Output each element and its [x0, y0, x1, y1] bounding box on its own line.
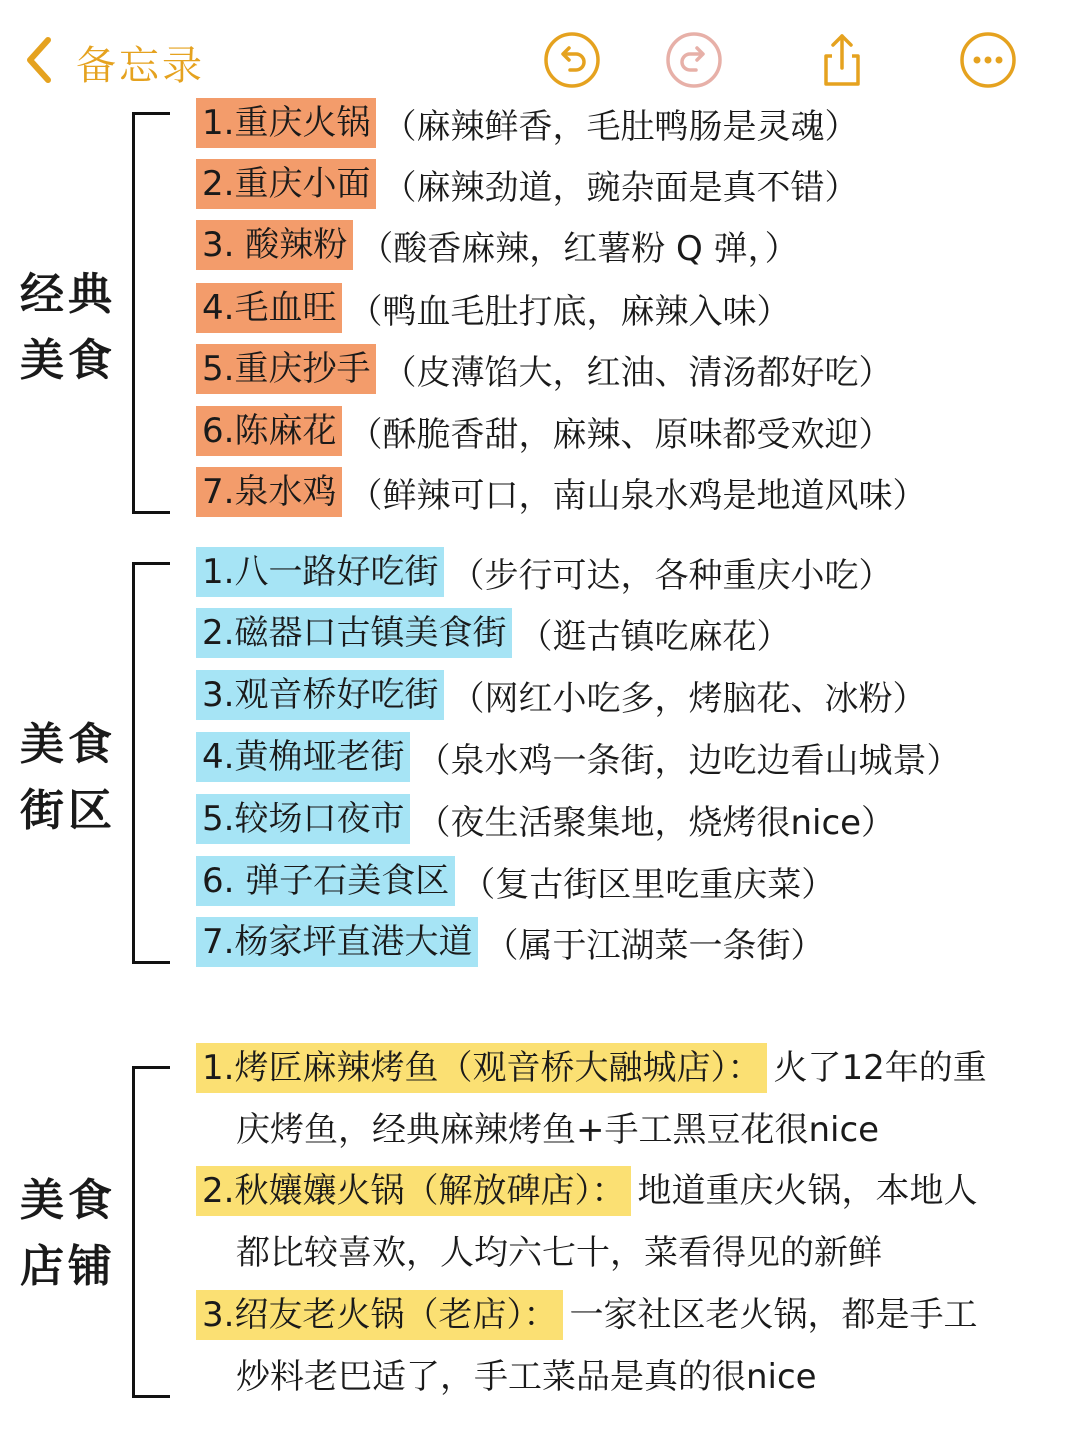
chevron-left-icon	[18, 30, 62, 94]
item-name: 4.黄桷垭老街	[196, 732, 410, 782]
item-desc-continued: 炒料老巴适了，手工菜品是真的很nice	[236, 1357, 817, 1397]
list-item	[196, 732, 960, 782]
item-desc: （复古街区里吃重庆菜）	[461, 864, 836, 905]
item-desc: （酥脆香甜，麻辣、原味都受欢迎）	[348, 414, 893, 455]
bracket	[132, 562, 170, 964]
list-item	[196, 344, 892, 394]
list-item	[196, 608, 790, 658]
list-item	[196, 220, 799, 270]
bracket	[132, 112, 170, 514]
back-label: 备忘录	[76, 42, 205, 89]
section-title-line: 店铺	[20, 1241, 116, 1292]
item-name: 7.杨家坪直港大道	[196, 917, 478, 967]
item-name: 6. 弹子石美食区	[196, 856, 455, 906]
list-item	[196, 547, 892, 597]
toolbar	[0, 0, 1080, 110]
item-name: 2.重庆小面	[196, 159, 376, 209]
list-item	[196, 917, 824, 967]
section-title	[20, 262, 120, 394]
item-desc: （皮薄馅大，红油、清汤都好吃）	[382, 352, 893, 393]
list-item	[196, 467, 926, 517]
item-name: 6.陈麻花	[196, 406, 342, 456]
item-desc: （网红小吃多，烤脑花、冰粉）	[450, 678, 927, 719]
item-name: 1.烤匠麻辣烤鱼（观音桥大融城店）：	[196, 1043, 767, 1093]
item-name: 2.秋孃孃火锅（解放碑店）：	[196, 1166, 631, 1216]
list-item	[196, 856, 835, 906]
item-name: 4.毛血旺	[196, 283, 342, 333]
item-name: 1.八一路好吃街	[196, 547, 444, 597]
more-icon[interactable]	[958, 30, 1018, 90]
back-button[interactable]	[18, 30, 205, 94]
undo-icon[interactable]	[542, 30, 602, 90]
item-desc: （泉水鸡一条街，边吃边看山城景）	[416, 740, 961, 781]
section-title-line: 街区	[20, 785, 116, 836]
item-name: 2.磁器口古镇美食街	[196, 608, 512, 658]
item-name: 3.观音桥好吃街	[196, 670, 444, 720]
section-title-line: 经典	[20, 269, 116, 320]
list-item	[196, 670, 926, 720]
item-name: 3. 酸辣粉	[196, 220, 353, 270]
item-desc-continued: 都比较喜欢，人均六七十，菜看得见的新鲜	[236, 1233, 882, 1273]
list-item	[196, 406, 892, 456]
item-desc-continued: 庆烤鱼，经典麻辣烤鱼+手工黑豆花很nice	[236, 1110, 880, 1150]
list-item	[196, 159, 858, 209]
item-desc: 火了12年的重	[773, 1048, 987, 1088]
section-title-line: 美食	[20, 719, 116, 770]
section-title-line: 美食	[20, 1175, 116, 1226]
item-desc: （夜生活聚集地，烧烤很nice）	[416, 802, 896, 843]
item-name: 1.重庆火锅	[196, 98, 376, 148]
item-desc: （麻辣劲道，豌杂面是真不错）	[382, 167, 859, 208]
share-icon[interactable]	[812, 30, 872, 90]
item-name: 7.泉水鸡	[196, 467, 342, 517]
list-item	[196, 1290, 977, 1340]
list-item	[196, 283, 790, 333]
item-desc: 地道重庆火锅，本地人	[637, 1171, 978, 1211]
item-name: 3.绍友老火锅（老店）：	[196, 1290, 563, 1340]
bracket	[132, 1066, 170, 1398]
item-name: 5.重庆抄手	[196, 344, 376, 394]
item-desc: （酸香麻辣，红薯粉 Q 弹，）	[359, 228, 799, 269]
item-desc: （麻辣鲜香，毛肚鸭肠是灵魂）	[382, 106, 859, 147]
item-desc: （鸭血毛肚打底，麻辣入味）	[348, 291, 791, 332]
section-title	[20, 712, 120, 844]
item-desc: 一家社区老火锅，都是手工	[569, 1295, 978, 1335]
redo-icon[interactable]	[664, 30, 724, 90]
item-name: 5.较场口夜市	[196, 794, 410, 844]
section-title-line: 美食	[20, 335, 116, 386]
item-desc: （鲜辣可口，南山泉水鸡是地道风味）	[348, 475, 927, 516]
item-desc: （步行可达，各种重庆小吃）	[450, 555, 893, 596]
item-desc: （逛古镇吃麻花）	[518, 616, 791, 657]
list-item	[196, 1166, 977, 1216]
section-title	[20, 1168, 120, 1300]
list-item	[196, 1043, 987, 1093]
item-desc: （属于江湖菜一条街）	[484, 925, 825, 966]
list-item	[196, 794, 895, 844]
list-item	[196, 98, 858, 148]
